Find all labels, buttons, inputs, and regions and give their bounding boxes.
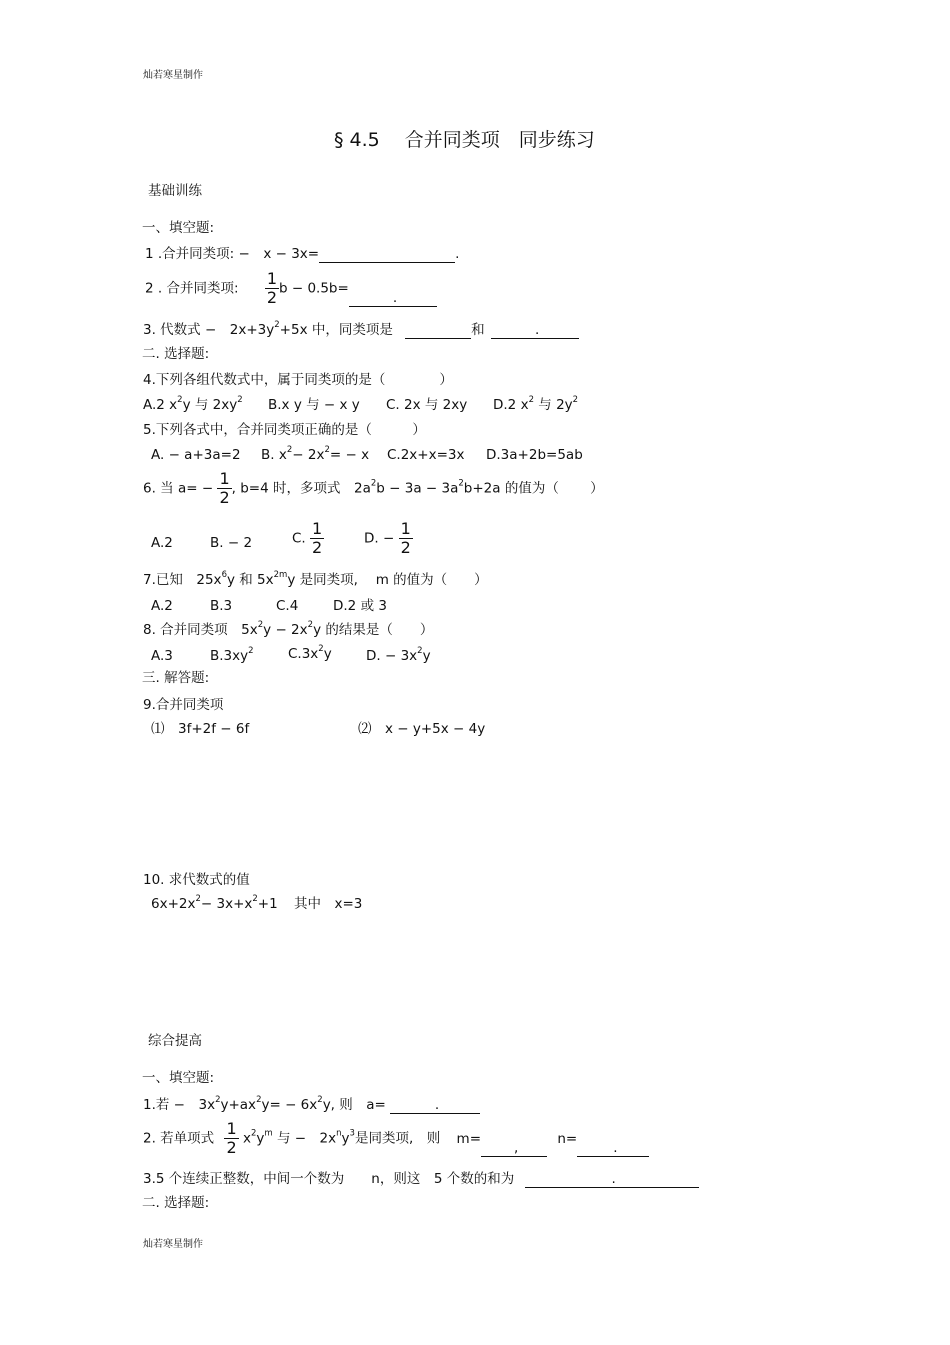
section-heading-advanced: 综合提高 — [148, 1033, 202, 1049]
advanced-question-3 — [143, 1170, 699, 1188]
option-4d — [493, 396, 578, 414]
option-text: B. x — [261, 447, 287, 463]
option-5c: C.2x+x=3x — [387, 447, 465, 463]
answer-blank-2[interactable] — [491, 324, 579, 339]
option-7a: A.2 — [151, 598, 173, 614]
exponent: 2 — [458, 478, 464, 489]
answer-blank-n[interactable] — [577, 1142, 649, 1157]
question-5: 5.下列各式中，合并同类项正确的是（ ） — [143, 422, 426, 438]
question-text: 3.5 个连续正整数，中间一个数为 n，则这 5 个数的和为 — [143, 1171, 515, 1187]
exponent: 6 — [221, 570, 227, 580]
question-3-and: 和 — [471, 322, 485, 338]
option-7c: C.4 — [276, 598, 299, 614]
question-1 — [145, 245, 459, 263]
question-text: y+ax — [220, 1097, 257, 1113]
exponent: 2 — [248, 646, 254, 656]
fraction-half — [217, 470, 231, 507]
option-6b: B. − 2 — [210, 535, 253, 551]
blank-dot: . — [392, 290, 398, 306]
option-text: y — [422, 648, 431, 664]
exponent: 2 — [317, 1095, 323, 1105]
question-text: y, 则 a= — [322, 1097, 386, 1113]
question-text: 6. 当 a= − — [143, 480, 214, 497]
exponent: 2 — [257, 620, 264, 630]
question-9: 9.合并同类项 — [143, 697, 224, 713]
question-9-part-2: ⑵ x − y+5x − 4y — [358, 721, 486, 737]
question-1-text: 1 .合并同类项: − x − 3x= — [145, 246, 320, 262]
option-7d: D.2 或 3 — [333, 598, 387, 614]
exponent: 2 — [177, 395, 183, 405]
denominator: 2 — [226, 1138, 237, 1157]
sub-heading-fill: 一、填空题: — [142, 220, 215, 236]
exponent: 2 — [195, 894, 201, 904]
exponent: 2 — [572, 395, 579, 405]
question-3-text-a: 3. 代数式 − 2x+3y — [143, 322, 275, 338]
option-text: D. − — [364, 530, 395, 547]
question-text: y= − 6x — [261, 1097, 318, 1113]
question-4: 4.下列各组代数式中，属于同类项的是（ ） — [143, 372, 453, 388]
question-10-expression — [151, 895, 278, 913]
exponent: 2 — [307, 620, 314, 630]
option-6d — [364, 520, 413, 557]
page-header: 灿若寒星制作 — [143, 70, 203, 81]
question-text: y — [256, 1130, 265, 1147]
expr-text: +1 — [257, 896, 278, 912]
option-text: C.3x — [288, 646, 319, 662]
blank-dot: . — [534, 322, 540, 338]
period: . — [455, 246, 460, 262]
option-6a: A.2 — [151, 535, 173, 551]
question-text: b − 3a − 3a — [376, 480, 459, 497]
answer-blank-m[interactable] — [481, 1142, 547, 1157]
option-8b — [210, 647, 254, 665]
question-text: 2. 若单项式 — [143, 1130, 215, 1147]
advanced-question-2 — [143, 1120, 649, 1157]
sub-heading-choice: 二. 选择题: — [142, 346, 210, 362]
fraction-half — [399, 520, 413, 557]
blank-dot: . — [434, 1097, 440, 1113]
blank-comma: , — [514, 1140, 519, 1156]
option-8c — [288, 645, 332, 663]
n-label: n= — [557, 1130, 578, 1147]
blank-dot: . — [611, 1171, 616, 1187]
question-text: 7.已知 25x — [143, 572, 222, 588]
fraction-half — [224, 1120, 238, 1157]
option-6c — [292, 520, 324, 557]
option-4b: B.x y 与 − x y — [268, 397, 360, 413]
option-7b: B.3 — [210, 598, 233, 614]
fraction-half — [265, 270, 279, 307]
question-text: b+2a 的值为（ ） — [463, 480, 604, 497]
question-text: y — [341, 1130, 350, 1147]
numerator: 1 — [226, 1119, 237, 1138]
exponent: 2 — [274, 320, 280, 330]
question-10: 10. 求代数式的值 — [143, 872, 250, 888]
option-8a: A.3 — [151, 648, 173, 664]
option-5a: A. − a+3a=2 — [151, 447, 241, 463]
question-9-part-1: ⑴ 3f+2f − 6f — [151, 721, 250, 737]
question-2 — [145, 270, 437, 307]
option-4a — [143, 396, 243, 414]
exponent: 2 — [256, 1095, 262, 1105]
exponent: 2 — [286, 445, 293, 455]
answer-blank[interactable] — [390, 1099, 480, 1114]
answer-blank-1[interactable] — [405, 324, 471, 339]
exponent: 2 — [237, 395, 243, 405]
question-text: y 的结果是（ ） — [313, 622, 434, 638]
question-text: 8. 合并同类项 5x — [143, 622, 258, 638]
question-8 — [143, 621, 433, 639]
exponent: m — [264, 1128, 273, 1139]
exponent: 2 — [324, 445, 330, 455]
numerator: 1 — [219, 469, 230, 488]
question-10-condition: 其中 x=3 — [294, 896, 363, 912]
question-text: 与 − 2x — [276, 1130, 337, 1147]
question-3-text-b: +5x 中，同类项是 — [279, 322, 393, 338]
sub-heading-fill-2: 一、填空题: — [142, 1070, 215, 1086]
numerator: 1 — [266, 269, 277, 288]
expr-text: 6x+2x — [151, 896, 196, 912]
option-text: y 与 2xy — [182, 397, 238, 413]
denominator: 2 — [312, 538, 323, 557]
expr-text: − 3x+x — [200, 896, 253, 912]
question-2-expr: b − 0.5b= — [279, 280, 349, 297]
advanced-question-1 — [143, 1096, 480, 1114]
question-text: 是同类项, 则 — [354, 1130, 441, 1147]
exponent: 2 — [252, 894, 258, 904]
exponent: n — [336, 1128, 342, 1139]
question-text: y − 2x — [263, 622, 308, 638]
option-5b — [261, 446, 369, 464]
option-text: y — [323, 646, 332, 662]
question-2-text: 2 . 合并同类项: — [145, 280, 239, 297]
question-3 — [143, 321, 579, 339]
page-title: § 4.5 合并同类项 同步练习 — [334, 129, 595, 151]
denominator: 2 — [219, 488, 230, 507]
exponent: 2m — [273, 570, 288, 580]
option-text: − 2x — [292, 447, 325, 463]
exponent: 2 — [417, 646, 423, 656]
option-text: D. − 3x — [366, 648, 418, 664]
exponent: 3 — [349, 1128, 355, 1139]
option-text: A.2 x — [143, 397, 178, 413]
question-text: y 和 5x — [226, 572, 274, 588]
sub-heading-choice-2: 二. 选择题: — [142, 1195, 210, 1211]
question-text: 1.若 − 3x — [143, 1097, 216, 1113]
exponent: 2 — [370, 478, 377, 489]
question-text: , b=4 时，多项式 2a — [231, 480, 371, 497]
blank-dot: . — [613, 1140, 618, 1156]
question-6 — [143, 470, 604, 507]
question-7 — [143, 571, 488, 589]
option-4c: C. 2x 与 2xy — [386, 397, 468, 413]
option-text: C. — [292, 530, 306, 547]
option-text: D.2 x — [493, 397, 529, 413]
option-5d: D.3a+2b=5ab — [486, 447, 583, 463]
numerator: 1 — [400, 519, 411, 538]
option-text: B.3xy — [210, 648, 249, 664]
exponent: 2 — [528, 395, 534, 405]
option-text: 与 2y — [538, 397, 573, 413]
question-text: x — [242, 1130, 251, 1147]
section-heading-basic: 基础训练 — [148, 183, 202, 199]
denominator: 2 — [400, 538, 411, 557]
option-text: = − x — [329, 447, 370, 463]
page-footer: 灿若寒星制作 — [143, 1239, 203, 1250]
answer-blank[interactable] — [319, 248, 455, 263]
option-8d — [366, 647, 431, 665]
exponent: 2 — [250, 1128, 257, 1139]
denominator: 2 — [266, 288, 277, 307]
answer-blank[interactable] — [525, 1173, 699, 1188]
exponent: 2 — [215, 1095, 221, 1105]
fraction-half — [310, 520, 324, 557]
numerator: 1 — [312, 519, 323, 538]
question-text: y 是同类项, m 的值为（ ） — [287, 572, 488, 588]
answer-blank[interactable] — [349, 292, 437, 307]
m-label: m= — [456, 1130, 482, 1147]
exponent: 2 — [318, 644, 324, 654]
sub-heading-answer: 三. 解答题: — [142, 670, 210, 686]
